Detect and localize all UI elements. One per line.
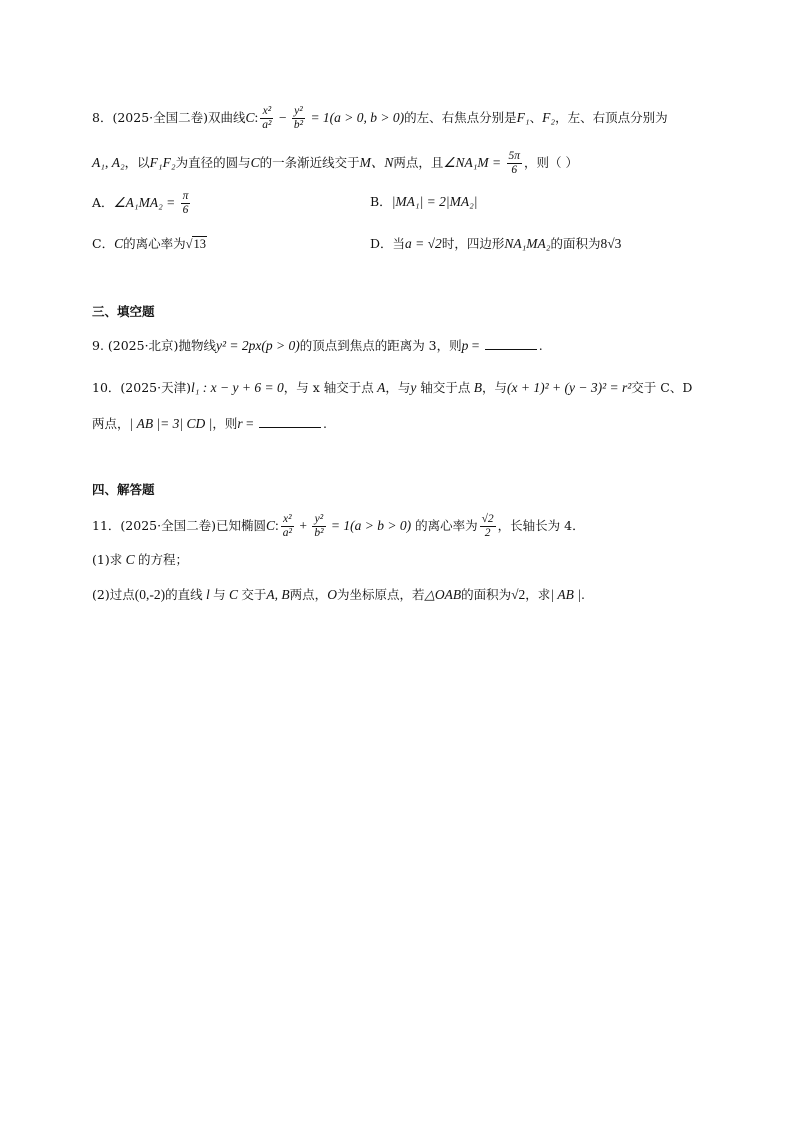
q11-cond: = 1(a > b > 0): [327, 518, 412, 534]
q9-expr: y² = 2px(p > 0): [215, 338, 300, 353]
q10-line-2: [92, 417, 327, 431]
q8-frac-x-den: a²: [262, 119, 272, 132]
q8-option-d-label: D．当: [370, 236, 406, 251]
q11-part1-prefix: (1)求: [92, 552, 123, 567]
q10-ab-cd: | AB |= 3| CD |: [129, 416, 213, 431]
q11-colon: :: [274, 518, 279, 534]
q11-e-num: √2: [480, 513, 496, 527]
q11-part2-text4: 两点，: [289, 587, 328, 602]
q11-frac-y-den: b²: [314, 527, 324, 540]
q8-text-then: ，则（ ）: [524, 155, 579, 171]
q8-option-a-frac: [181, 190, 191, 217]
q9-line: [92, 339, 543, 353]
q8-frac-5pi: 5π: [507, 150, 523, 164]
q8-text-points: 两点，且: [393, 155, 444, 171]
q11-part2-c: C: [225, 587, 242, 602]
q8-option-d-text: 时，四边形: [441, 236, 505, 251]
q10-prefix: 10．(2025·天津): [92, 380, 191, 395]
q8-frac-x: [260, 105, 273, 132]
q10-point-a: A: [373, 380, 386, 395]
q8-text-yi: ，以: [124, 155, 150, 171]
q8-option-c[interactable]: [92, 234, 207, 252]
q8-option-c-sqrt: [186, 236, 207, 251]
q8-frac-6: 6: [511, 164, 518, 177]
q10-text3: 轴交于点: [416, 380, 471, 395]
q11-line-1: [92, 513, 585, 540]
section-answer-title: 四、解答题: [92, 482, 155, 497]
q8-mn: M、N: [359, 155, 394, 171]
q8-line-1: [92, 105, 668, 132]
q11-plus: +: [295, 518, 311, 534]
q11-part1-c: C: [122, 552, 138, 567]
q8-option-c-text: 的离心率为: [123, 236, 186, 251]
q8-prefix: 8．(2025·全国二卷)双曲线: [92, 110, 246, 126]
q8-a1: A₁: [92, 155, 105, 171]
q9-p: p: [461, 338, 469, 353]
q8-option-d-expr: a = √2: [405, 236, 442, 251]
q8-option-a-pi: π: [181, 190, 191, 204]
q8-f2: F₂: [542, 110, 556, 126]
q11-frac-x: [281, 513, 294, 540]
q8-option-b[interactable]: [370, 192, 478, 210]
q11-frac-x-den: a²: [282, 527, 292, 540]
q11-e-den: 2: [484, 527, 491, 540]
q8-option-b-label: B．: [370, 194, 392, 209]
q8-comma: ,: [104, 155, 112, 171]
q8-frac-5pi6: [507, 150, 523, 177]
q8-line-2: [92, 150, 578, 177]
q10-answer-blank[interactable]: [259, 417, 321, 428]
q11-part2-ab2: | AB |: [550, 587, 581, 602]
q8-text-diameter: 为直径的圆与: [175, 155, 251, 171]
q11-part2-text6: 的面积为: [461, 587, 512, 602]
q8-text-asymptote: 的一条渐近线交于: [259, 155, 360, 171]
q11-part1-text: 的方程；: [137, 552, 188, 567]
q11-part2-text1: 的直线: [165, 587, 203, 602]
q11-part2-area: √2: [511, 587, 526, 602]
q11-prefix: 11．(2025·全国二卷)已知椭圆: [92, 518, 266, 534]
q10-line-1: [92, 381, 692, 395]
q10-r: r: [237, 416, 243, 431]
q9-text: 的顶点到焦点的距离为 3，则: [299, 338, 462, 353]
q11-part2-text5: 为坐标原点，若: [336, 587, 425, 602]
q8-option-a-label: A．: [92, 195, 114, 211]
q8-text-foci: 的左、右焦点分别是: [404, 110, 517, 126]
q11-part2-prefix: (2)过点: [92, 587, 135, 602]
q11-frac-y-num: y²: [312, 513, 325, 527]
q9-end: .: [538, 338, 543, 353]
q10-line-eq: l₁ : x − y + 6 = 0: [190, 380, 284, 395]
q8-option-d[interactable]: [370, 234, 621, 252]
q8-curve: C: [245, 110, 255, 126]
q8-frac-y-den: b²: [293, 119, 304, 132]
q10-line2-text: 两点，: [92, 416, 130, 431]
q10-point-b: B: [470, 380, 482, 395]
q11-part-2: [92, 588, 585, 602]
q10-circle: (x + 1)² + (y − 3)² = r²: [506, 380, 632, 395]
q9-answer-blank[interactable]: [485, 339, 537, 350]
q10-end: .: [323, 416, 327, 431]
q8-sep: 、: [529, 110, 543, 126]
q11-frac-x-num: x²: [281, 513, 294, 527]
q8-option-d-quad: NA₁MA₂: [504, 236, 551, 251]
q8-colon: :: [254, 110, 259, 126]
q8-option-c-c: C: [114, 236, 124, 251]
q11-part2-end: .: [580, 587, 585, 602]
q8-option-c-radicand: 13: [193, 237, 206, 251]
q8-frac-y-num: y²: [292, 105, 305, 119]
q10-text2: ，与: [385, 380, 411, 395]
q8-f1: F₁: [516, 110, 530, 126]
q8-frac-x-num: x²: [260, 105, 273, 119]
q11-part2-text3: 交于: [241, 587, 267, 602]
q11-part-1: [92, 553, 188, 567]
q8-option-c-radical: √: [185, 237, 193, 251]
q8-f1f2: F₁F₂: [149, 155, 176, 171]
q10-text5: 交于 C、D: [631, 380, 693, 395]
q10-text1: ，与 x 轴交于点: [283, 380, 374, 395]
section-fill-in-title: 三、填空题: [92, 304, 155, 319]
q11-c: C: [265, 518, 275, 534]
q8-option-a-expr: ∠A₁MA₂ =: [113, 195, 179, 211]
q11-part2-ab: A, B: [266, 587, 290, 602]
q11-frac-y: [312, 513, 325, 540]
q8-option-a-6: 6: [182, 204, 189, 217]
q10-text6: ，则: [212, 416, 238, 431]
q11-part2-l: l: [202, 587, 214, 602]
q8-option-d-value: 8√3: [600, 236, 622, 251]
q11-part2-triangle: △OAB: [424, 587, 462, 602]
q11-frac-e: [480, 513, 496, 540]
q11-part2-o: O: [327, 587, 337, 602]
q8-option-d-text2: 的面积为: [550, 236, 601, 251]
q11-text1: 的离心率为: [411, 518, 478, 534]
q8-option-c-label: C．: [92, 236, 115, 251]
q8-option-a[interactable]: [92, 190, 192, 217]
q11-text2: ，长轴长为 4．: [497, 518, 585, 534]
q8-text-vertices: ，左、右顶点分别为: [555, 110, 668, 126]
q8-frac-y: [292, 105, 305, 132]
q8-cond: = 1(a > 0, b > 0): [307, 110, 405, 126]
q11-part2-text2: 与: [213, 587, 226, 602]
q10-y: y: [410, 380, 417, 395]
q9-prefix: 9. (2025·北京)抛物线: [92, 338, 216, 353]
q10-text4: ，与: [481, 380, 507, 395]
q10-eq: =: [242, 416, 257, 431]
q9-eq: =: [468, 338, 483, 353]
q8-a2: A₂: [111, 155, 125, 171]
q8-angle: ∠NA₁M =: [443, 155, 505, 171]
q8-option-b-expr: |MA₁| = 2|MA₂|: [391, 194, 478, 209]
q8-c: C: [250, 155, 260, 171]
q8-minus: −: [275, 110, 290, 126]
q11-part2-text7: ，求: [525, 587, 551, 602]
q11-part2-point: (0,-2): [134, 587, 166, 602]
